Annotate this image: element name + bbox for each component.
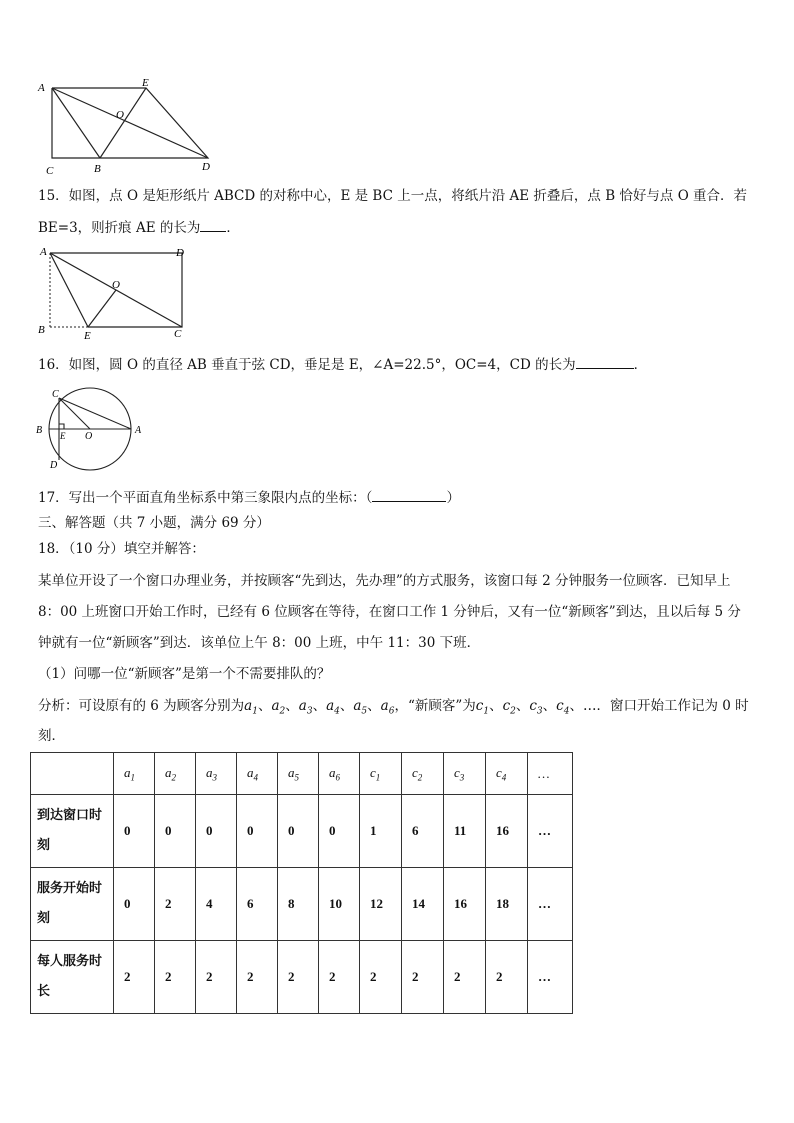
label-E: E [60, 431, 66, 441]
table-cell: 6 [237, 868, 278, 941]
table-header-cell: $a_2$ [155, 753, 196, 795]
table-header-cell: $a_3$ [196, 753, 237, 795]
table-corner-cell [31, 753, 114, 795]
table-cell: 2 [237, 941, 278, 1014]
table-cell: … [528, 795, 573, 868]
answer-blank[interactable] [372, 487, 446, 502]
table-row [31, 941, 573, 1014]
table-header-cell: $c_2$ [402, 753, 444, 795]
label-C: C [46, 165, 54, 177]
table-header-cell: $a_5$ [278, 753, 319, 795]
answer-blank[interactable] [576, 354, 634, 369]
label-B: B [36, 425, 43, 436]
table-cell: 0 [114, 868, 155, 941]
customer-symbol: $a_1$ [244, 698, 258, 717]
label-E: E [142, 77, 149, 89]
table-cell: … [528, 868, 573, 941]
label-O: O [112, 279, 120, 291]
schedule-table [30, 752, 573, 1014]
label-A: A [40, 246, 47, 258]
customer-symbol: $a_2$ [271, 698, 286, 717]
row-label: 到达窗口时刻 [31, 795, 114, 868]
table-cell: 14 [402, 868, 444, 941]
table-cell: 2 [278, 941, 319, 1014]
table-header-row [31, 753, 573, 795]
table-header-cell: $a_1$ [114, 753, 155, 795]
customer-symbol: $c_2$ [502, 698, 516, 717]
customer-symbol: $a_4$ [326, 698, 340, 717]
label-O: O [116, 109, 124, 121]
table-header-cell: $c_3$ [444, 753, 486, 795]
q15-line1: 15．如图，点 O 是矩形纸片 ABCD 的对称中心，E 是 BC 上一点，将纸片沿 AE 折叠后，点 B 恰好与点 O 重合．若 [38, 188, 748, 204]
figure-q16 [34, 382, 146, 472]
table-cell: 0 [237, 795, 278, 868]
table-header-cell: … [528, 753, 573, 795]
table-cell: 2 [114, 941, 155, 1014]
label-D: D [50, 460, 58, 471]
label-D: D [202, 161, 210, 173]
section-heading: 三、解答题（共 7 小题，满分 69 分） [38, 515, 270, 531]
table-cell: 8 [278, 868, 319, 941]
q18-para1: 某单位开设了一个窗口办理业务，并按顾客“先到达，先办理”的方式服务，该窗口每 2 分钟服务一位顾客．已知早上 [38, 573, 731, 589]
table-cell: 2 [196, 941, 237, 1014]
customer-symbol: $a_6$ [380, 698, 395, 717]
q18-para2: 8：00 上班窗口开始工作时，已经有 6 位顾客在等待，在窗口工作 1 分钟后，又有一位“新顾客”到达，且以后每 5 分 [38, 604, 741, 620]
table-cell: … [528, 941, 573, 1014]
label-B: B [38, 324, 45, 336]
q18-analysis-line2: 刻． [38, 728, 65, 744]
q18-analysis: 分析：可设原有的 6 为顾客分别为$a_1$、$a_2$、$a_3$、$a_4$、$a_5$、$a_6$，“新顾客”为$c_1$、$c_2$、$c_3$、$c_4$、…．窗口开始工作记为 0 时 [38, 698, 749, 717]
label-E: E [84, 330, 91, 341]
table-header-cell: $a_4$ [237, 753, 278, 795]
table-header-cell: $c_4$ [486, 753, 528, 795]
q15-line2: BE=3，则折痕 AE 的长为 ． [38, 217, 240, 238]
table-cell: 1 [360, 795, 402, 868]
table-cell: 0 [278, 795, 319, 868]
customer-symbol: $a_5$ [353, 698, 368, 717]
q18-para3: 钟就有一位“新顾客”到达．该单位上午 8：00 上班，中午 11：30 下班． [38, 635, 481, 651]
table-cell: 2 [402, 941, 444, 1014]
customer-symbol: $c_3$ [529, 698, 543, 717]
figure-q15 [36, 243, 192, 341]
table-header-cell: $a_6$ [319, 753, 360, 795]
row-label: 服务开始时刻 [31, 868, 114, 941]
customer-symbol: $a_3$ [298, 698, 313, 717]
row-label: 每人服务时长 [31, 941, 114, 1014]
q18-sub1: （1）问哪一位“新顾客”是第一个不需要排队的？ [38, 666, 331, 682]
table-header-cell: $c_1$ [360, 753, 402, 795]
table-cell: 0 [155, 795, 196, 868]
table-cell: 4 [196, 868, 237, 941]
table-cell: 2 [360, 941, 402, 1014]
table-cell: 16 [444, 868, 486, 941]
table-cell: 18 [486, 868, 528, 941]
table-cell: 2 [155, 868, 196, 941]
label-C: C [174, 328, 182, 340]
customer-symbol: $c_4$ [556, 698, 570, 717]
label-A: A [38, 82, 45, 94]
q17-text: 17．写出一个平面直角坐标系中第三象限内点的坐标：（ ） [38, 487, 460, 508]
table-cell: 12 [360, 868, 402, 941]
customer-symbol: $c_1$ [475, 698, 490, 717]
table-cell: 16 [486, 795, 528, 868]
table-cell: 6 [402, 795, 444, 868]
table-cell: 2 [319, 941, 360, 1014]
table-cell: 11 [444, 795, 486, 868]
table-cell: 2 [155, 941, 196, 1014]
answer-blank[interactable] [200, 217, 226, 232]
table-cell: 2 [444, 941, 486, 1014]
label-C: C [52, 389, 59, 400]
table-cell: 0 [114, 795, 155, 868]
label-A: A [135, 425, 142, 436]
label-B: B [94, 163, 101, 175]
table-row [31, 868, 573, 941]
table-cell: 10 [319, 868, 360, 941]
table-cell: 2 [486, 941, 528, 1014]
label-O: O [85, 431, 93, 442]
figure-q14 [34, 76, 224, 178]
new-customers-list: $c_1$、$c_2$、$c_3$、$c_4$、… [475, 698, 597, 717]
table-cell: 0 [196, 795, 237, 868]
q16-text: 16．如图，圆 O 的直径 AB 垂直于弦 CD，垂足是 E，∠A=22.5°，OC=4，CD 的长为 ． [38, 354, 647, 375]
table-cell: 0 [319, 795, 360, 868]
table-row [31, 795, 573, 868]
q18-title: 18．（10 分）填空并解答： [38, 541, 205, 557]
label-D: D [176, 247, 184, 259]
original-customers-list: $a_1$、$a_2$、$a_3$、$a_4$、$a_5$、$a_6$ [244, 698, 395, 717]
